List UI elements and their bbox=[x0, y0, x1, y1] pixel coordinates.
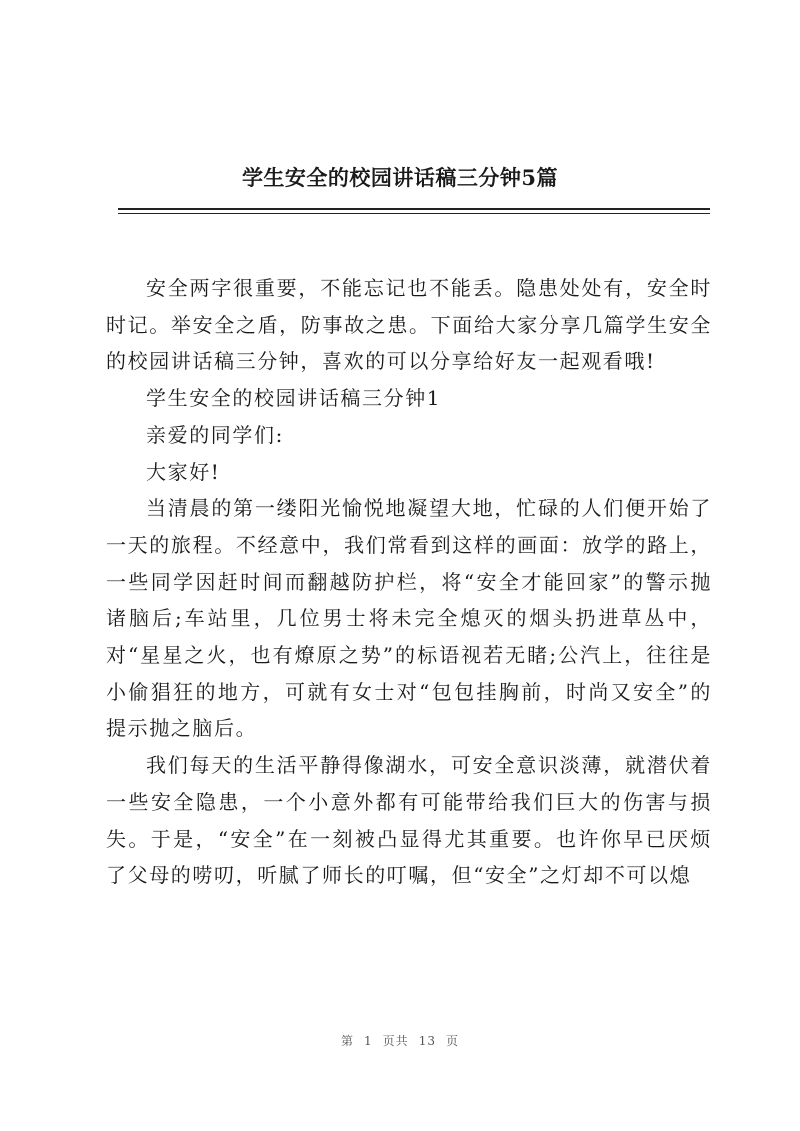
footer-page-number: 1 bbox=[364, 1034, 373, 1048]
document-title: 学生安全的校园讲话稿三分钟5篇 bbox=[241, 165, 559, 190]
document-body bbox=[106, 270, 712, 894]
footer-total-pages: 13 bbox=[418, 1034, 436, 1048]
title-divider-thin bbox=[118, 213, 710, 214]
greeting: 大家好! bbox=[146, 459, 221, 484]
body-paragraph: 当清晨的第一缕阳光愉悦地凝望大地，忙碌的人们便开始了一天的旅程。不经意中，我们常看到这样的画面：放学的路上，一些同学因赶时间而翻越防护栏，将“安全才能回家”的警示抛诸脑后;车站里，几位男士将未完全熄灭的烟头扔进草丛中，对“星星之火，也有燎原之势”的标语视若无睹;公汽上，往往是小偷猖狂的地方，可就有女士对“包包挂胸前，时尚又安全”的提示抛之脑后。 bbox=[106, 496, 712, 741]
salutation: 亲爱的同学们: bbox=[146, 422, 284, 447]
intro-paragraph: 安全两字很重要，不能忘记也不能丢。隐患处处有，安全时时记。举安全之盾，防事故之患。下面给大家分享几篇学生安全的校园讲话稿三分钟，喜欢的可以分享给好友一起观看哦! bbox=[106, 276, 712, 374]
footer-middle: 页共 bbox=[382, 1034, 409, 1048]
footer-prefix: 第 bbox=[341, 1034, 355, 1048]
body-paragraph: 我们每天的生活平静得像湖水，可安全意识淡薄，就潜伏着一些安全隐患，一个小意外都有可能带给我们巨大的伤害与损失。于是，“安全”在一刻被凸显得尤其重要。也许你早已厌烦了父母的唠叨，听腻了师长的叮嘱，但“安全”之灯却不可以熄 bbox=[106, 753, 712, 888]
page-footer bbox=[0, 1032, 800, 1049]
title-divider bbox=[118, 208, 710, 210]
section-heading: 学生安全的校园讲话稿三分钟1 bbox=[146, 386, 442, 411]
footer-suffix: 页 bbox=[445, 1034, 459, 1048]
